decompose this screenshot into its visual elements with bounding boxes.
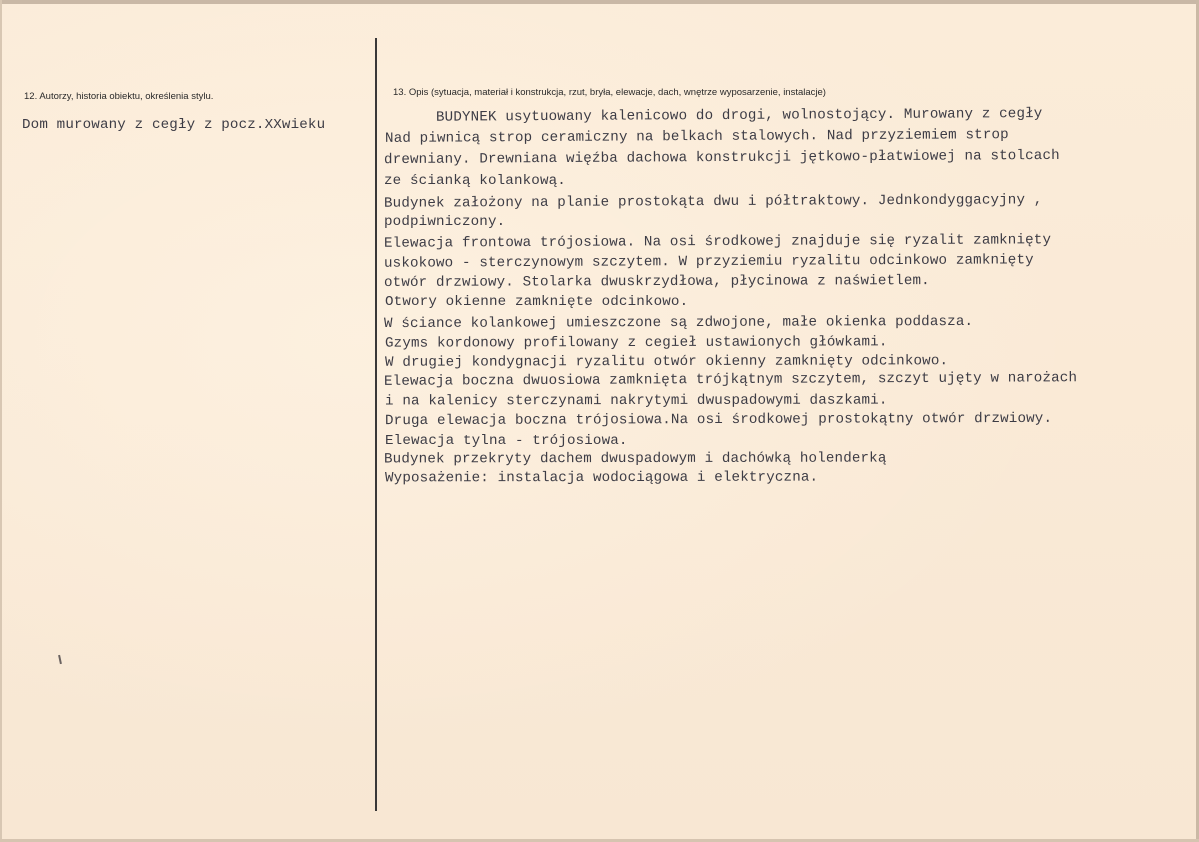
description-line: W ściance kolankowej umieszczone są zdwojone, małe okienka poddasza. <box>383 313 974 333</box>
description-line: Gzyms kordonowy profilowany z cegieł ustawionych główkami. <box>384 334 888 352</box>
description-line: drewniany. Drewniana więźba dachowa konstrukcji jętkowo-płatwiowej na stolcach <box>383 147 1060 169</box>
section-12-header: 12. Autorzy, historia obiektu, określenia stylu. <box>24 91 214 102</box>
description-line: i na kalenicy sterczynami nakrytymi dwuspadowymi daszkami. <box>384 392 888 410</box>
description-line: Otwory okienne zamknięte odcinkowo. <box>385 294 689 310</box>
description-line: Elewacja tylna - trójosiowa. <box>385 433 628 449</box>
description-line: Wyposażenie: instalacja wodociągowa i elektryczna. <box>384 469 819 487</box>
column-divider <box>375 38 377 811</box>
section-12-text: Dom murowany z cegły z pocz.XXwieku <box>22 117 326 133</box>
description-line: uskokowo - sterczynowym szczytem. W przyziemiu ryzalitu odcinkowo zamknięty <box>383 252 1034 272</box>
description-line: podpiwniczony. <box>384 214 506 230</box>
description-line: Budynek przekryty dachem dwuspadowym i dachówką holenderką <box>383 450 887 468</box>
description-line: ze ścianką kolankową. <box>384 173 566 189</box>
section-13-description <box>383 105 1184 487</box>
sheet-edge-top <box>0 0 1199 4</box>
description-line: Budynek założony na planie prostokąta dwu i półtraktowy. Jednkondyggacyjny , <box>383 192 1043 212</box>
description-line: BUDYNEK usytuowany kalenicowo do drogi, wolnostojący. Murowany z cegły <box>383 105 1043 127</box>
ink-mark <box>58 655 62 664</box>
description-line: Elewacja boczna dwuosiowa zamknięta trójkątnym szczytem, szczyt ujęty w narożach <box>383 370 1078 390</box>
description-line: Elewacja frontowa trójosiowa. Na osi środkowej znajduje się ryzalit zamknięty <box>383 232 1052 252</box>
description-line: W drugiej kondygnacji ryzalitu otwór okienny zamknięty odcinkowo. <box>384 353 949 371</box>
description-line: Nad piwnicą strop ceramiczny na belkach stalowych. Nad przyziemiem strop <box>384 127 1009 147</box>
section-13-header: 13. Opis (sytuacja, materiał i konstrukcja, rzut, bryła, elewacje, dach, wnętrze wyposarzenie, instalacje) <box>393 87 826 98</box>
description-line: otwór drzwiowy. Stolarka dwuskrzydłowa, płycinowa z naświetlem. <box>383 273 930 291</box>
sheet-edge-left <box>0 0 2 842</box>
description-line: Druga elewacja boczna trójosiowa.Na osi środkowej prostokątny otwór drzwiowy. <box>384 410 1053 430</box>
